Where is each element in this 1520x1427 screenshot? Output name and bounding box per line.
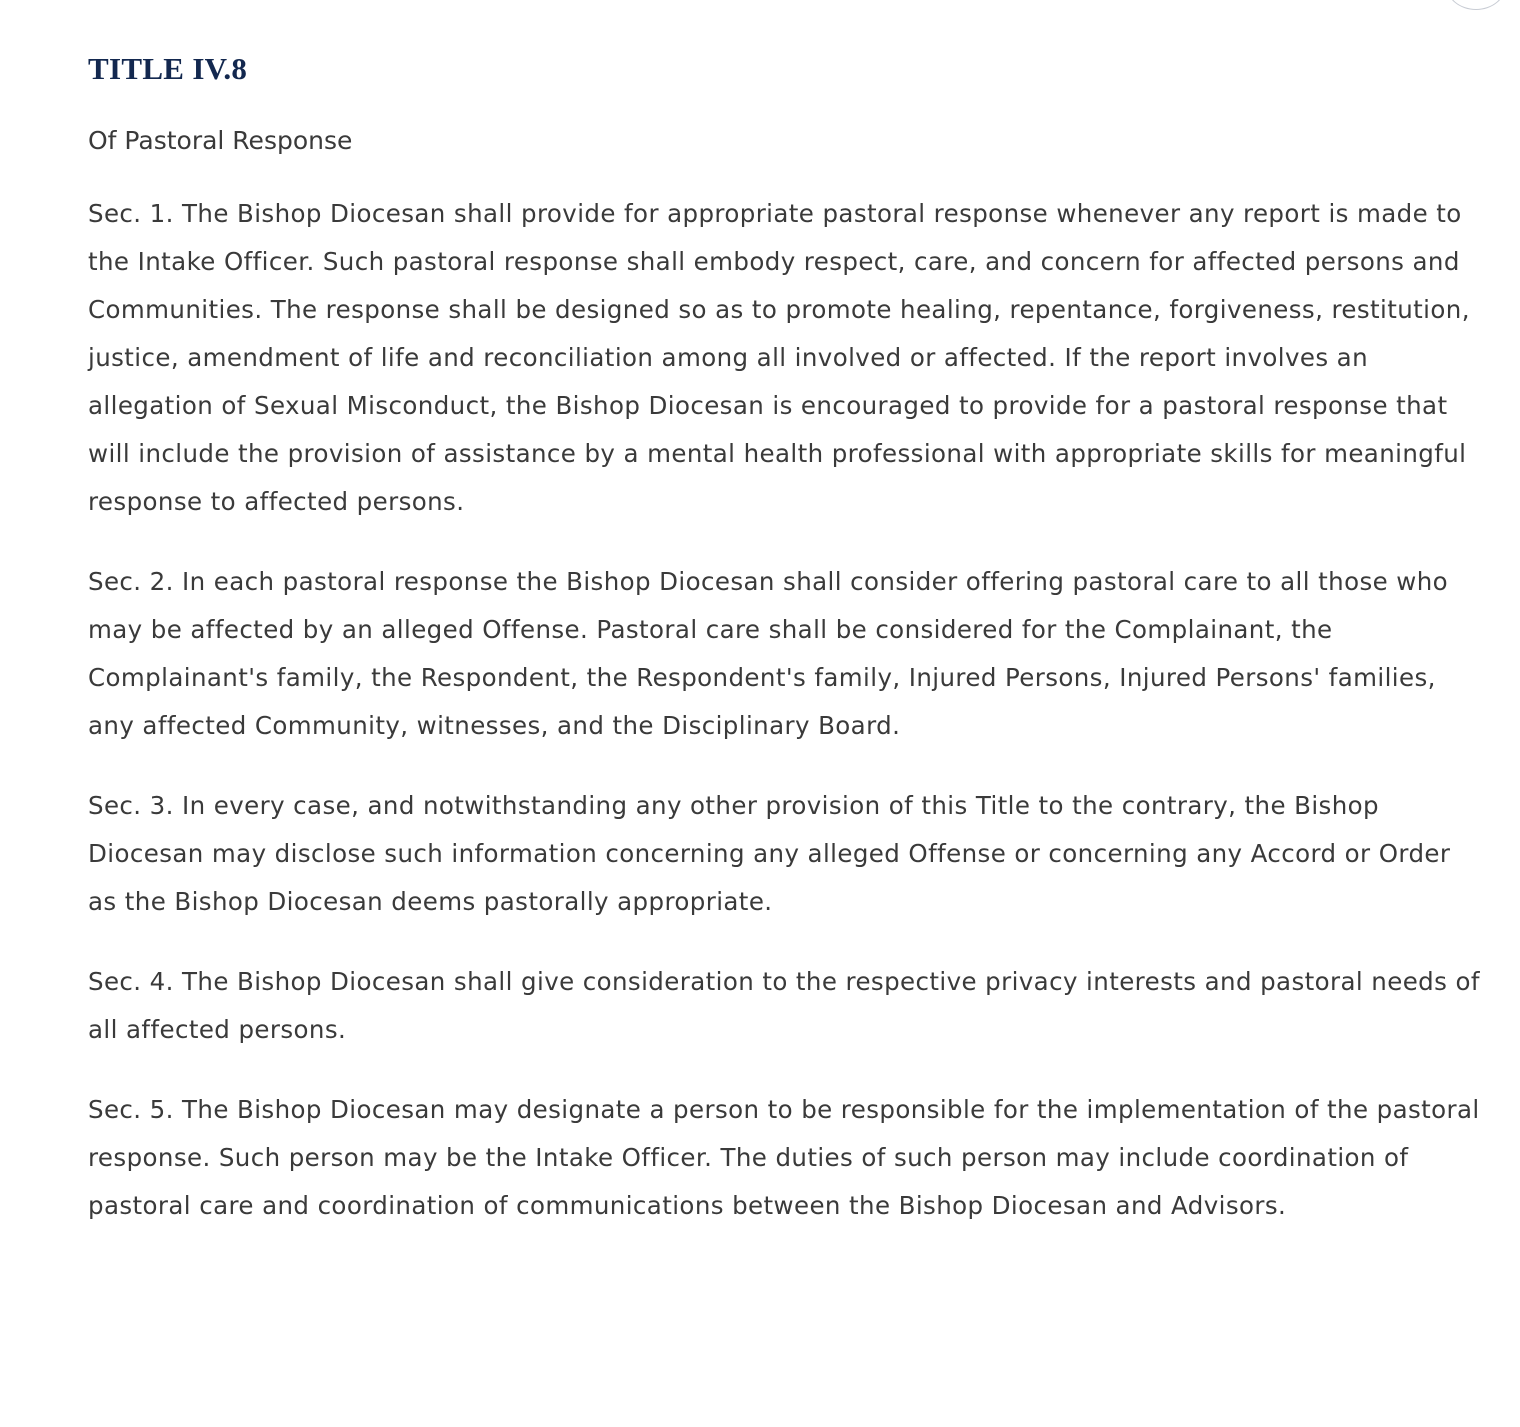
section-1: Sec. 1. The Bishop Diocesan shall provide for appropriate pastoral response whenever any report is made to the Intake Officer. Such pastoral response shall embody respect, care, and concern for affected persons and Communities. The response shall be designed so as to promote healing, repentance, forgiveness, restitution, justice, amendment of life and reconciliation among all involved or affected. If the report involves an allegation of Sexual Misconduct, the Bishop Diocesan is encouraged to provide for a pastoral response that will include the provision of assistance by a mental health professional with appropriate skills for meaningful response to affected persons. xyxy=(88,199,1470,516)
section-4: Sec. 4. The Bishop Diocesan shall give consideration to the respective privacy interests and pastoral needs of all affected persons. xyxy=(88,967,1480,1044)
document-subtitle: Of Pastoral Response xyxy=(88,126,353,155)
section-3: Sec. 3. In every case, and notwithstanding any other provision of this Title to the contrary, the Bishop Diocesan may disclose such information concerning any alleged Offense or concerning any Accord or Order as the Bishop Diocesan deems pastorally appropriate. xyxy=(88,791,1451,916)
document-title: TITLE IV.8 xyxy=(88,51,248,86)
section-5: Sec. 5. The Bishop Diocesan may designate a person to be responsible for the implementation of the pastoral response. Such person may be the Intake Officer. The duties of such person may include coordination of pastoral care and coordination of communications between the Bishop Diocesan and Advisors. xyxy=(88,1095,1480,1220)
document-page xyxy=(88,0,1488,1230)
section-2: Sec. 2. In each pastoral response the Bishop Diocesan shall consider offering pastoral care to all those who may be affected by an alleged Offense. Pastoral care shall be considered for the Complainant, the Complainant's family, the Respondent, the Respondent's family, Injured Persons, Injured Persons' families, any affected Community, witnesses, and the Disciplinary Board. xyxy=(88,567,1449,740)
